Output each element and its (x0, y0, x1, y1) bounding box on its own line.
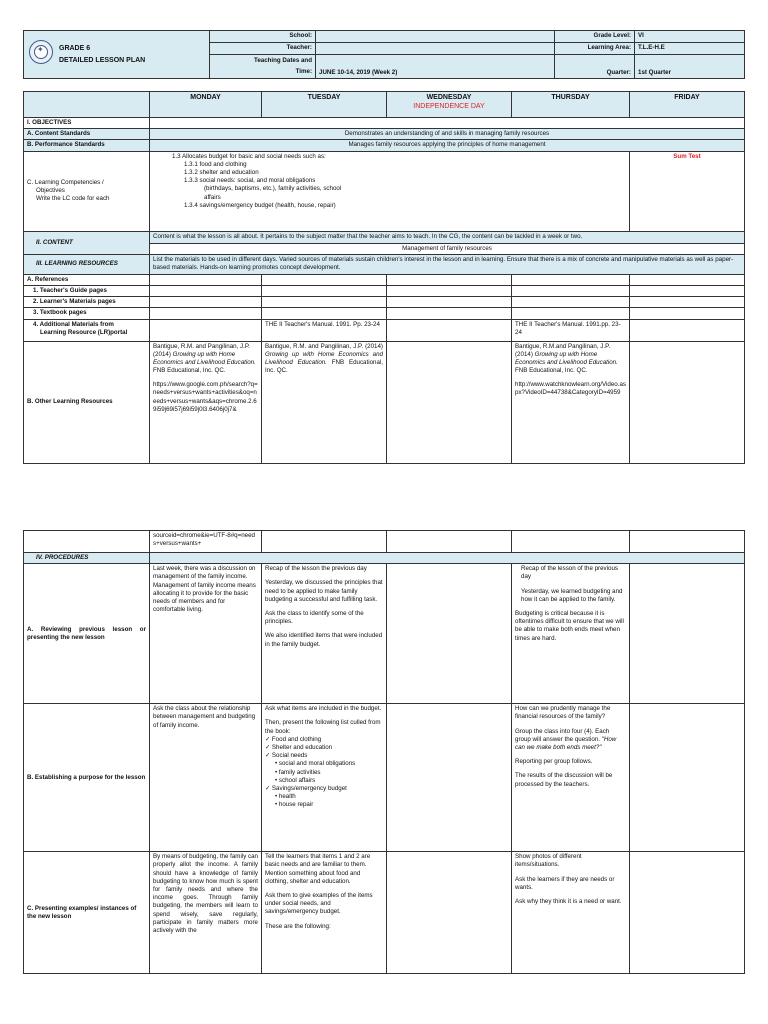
establishing-label: B. Establishing a purpose for the lesson (24, 704, 150, 852)
content-topic: Management of family resources (150, 243, 745, 254)
teacher-value (316, 43, 555, 55)
additional-tuesday: THE II Teacher's Manual. 1991. Pp. 23-24 (262, 319, 387, 341)
school-value (316, 31, 555, 43)
content-label: II. CONTENT (24, 231, 150, 254)
other-resources-monday: Bantigue, R.M. and Pangilinan, J.P. (2014) Growing up with Home Economics and Livelihood Education. FNB Educational, Inc. QC. https://www.google.com.ph/search?q=needs+versus+wants+activities&oq=needs+versus+wants&aqs=chrome.2.69i59j69i57j69i59j0l3.6406j0j7& (150, 341, 262, 463)
teacher-label: Teacher: (210, 43, 316, 55)
references-label: A. References (24, 274, 150, 285)
school-label: School: (210, 31, 316, 43)
sum-test-label: Sum Test (630, 151, 745, 231)
resources-label: III. LEARNING RESOURCES (24, 254, 150, 274)
day-friday: FRIDAY (630, 92, 745, 118)
resources-text: List the materials to be used in different days. Varied sources of materials sustain children's interest in the lesson and in learning. Ensure that there is a mix of concrete and manipulative materials as well as paper-based materials. Hands-on learning promotes concept development. (150, 254, 745, 274)
lm-pages-label: 2. Learner's Materials pages (24, 297, 150, 308)
establishing-tuesday: Ask what items are included in the budget. Then, present the following list culled from the book: ✓ Food and clothing ✓ Shelter and education ✓ Social needs • social and moral obligations • family activities • school affairs ✓ Savings/emergency budget • health • house repair (262, 704, 387, 852)
reviewing-label: A. Reviewing previous lesson or presenting the new lesson (24, 564, 150, 704)
quarter-value: 1st Quarter (635, 55, 745, 79)
day-thursday: THURSDAY (512, 92, 630, 118)
blank-header-cell (24, 92, 150, 118)
lesson-table-page-1 (23, 91, 745, 464)
day-monday: MONDAY (150, 92, 262, 118)
presenting-monday: By means of budgeting, the family can properly allot the income. A family should have a knowledge of family budgeting to know how much is spent for family needs and where the income goes. Through family budgeting, the members will learn to spend wisely, save regularly, participate in family matters more actively with the (150, 852, 262, 974)
watchknowlearn-link[interactable]: http://www.watchknowlearn.org/Video.aspx?VideoID=44738&CategoryID=4959 (515, 381, 626, 397)
other-resources-thursday: Bantigue, R.M.and Pangilinan, J.P. (2014) Growing up with Home Economics and Livelihood Education. FNB Educational, Inc. QC. http://www.watchknowlearn.org/Video.aspx?VideoID=44738&CategoryID=4959 (512, 341, 630, 463)
deped-seal-icon: ✦ (29, 40, 53, 64)
day-wednesday: WEDNESDAY INDEPENDENCE DAY (387, 92, 512, 118)
performance-standards-text: Manages family resources applying the principles of home management (150, 140, 745, 151)
grade-label: GRADE 6 (59, 45, 91, 53)
header-table (23, 30, 745, 79)
other-resources-label: B. Other Learning Resources (24, 341, 150, 463)
presenting-thursday: Show photos of different items/situations. Ask the learners if they are needs or wants. Ask why they think it is a need or want. (512, 852, 630, 974)
google-link-continued[interactable]: sourceid=chrome&ie=UTF-8#q=needs+versus+wants+ (150, 531, 262, 553)
plan-title: DETAILED LESSON PLAN (59, 56, 146, 64)
reviewing-thursday: Recap of the lesson of the previous day Yesterday, we learned budgeting and how it can be applied to the family. Budgeting is critical because it is oftentimes difficult to ensure that we will be able to make both ends meet when times are hard. (512, 564, 630, 704)
competencies-list: 1.3 Allocates budget for basic and social needs such as: 1.3.1 food and clothing 1.3.2 shelter and education 1.3.3 social needs: social, and moral obligations (birthdays, baptisms, etc.), family activities, school affairs 1.3.4 savings/emergency budget (health, house, repair) (150, 151, 630, 231)
grade-level-value: VI (635, 31, 745, 43)
tg-pages-label: 1. Teacher's Guide pages (24, 285, 150, 296)
learning-area-label: Learning Area: (555, 43, 635, 55)
presenting-tuesday: Tell the learners that items 1 and 2 are basic needs and are familiar to them. Mention something about food and clothing, shelter and education. Ask them to give examples of the items under social needs, and savings/emergency budget. These are the following: (262, 852, 387, 974)
header-title-cell (24, 31, 210, 79)
reviewing-tuesday: Recap of the lesson the previous day Yesterday, we discussed the principles that need to be applied to make family budgeting a successful and fulfilling task. Ask the class to identify some of the principles. We also identified items that were included in the family budget. (262, 564, 387, 704)
google-link[interactable]: https://www.google.com.ph/search?q=needs+versus+wants+activities&oq=needs+versus+wants&aqs=chrome.2.69i59j69i57j69i59j0l3.6406j0j7& (153, 381, 258, 413)
establishing-thursday: How can we prudently manage the financial resources of the family? Group the class into four (4). Each group will answer the question. "How can we make both ends meet?" Reporting per group follows. The results of the discussion will be processed by the teachers. (512, 704, 630, 852)
additional-thursday: THE II Teacher's Manual. 1991.pp. 23-24 (512, 319, 630, 341)
learning-area-value: T.L.E-H.E (635, 43, 745, 55)
grade-level-label: Grade Level: (555, 31, 635, 43)
additional-materials-label: 4. Additional Materials from Learning Resource (LR)portal (24, 319, 150, 341)
content-text: Content is what the lesson is all about. It pertains to the subject matter that the teacher aims to teach. In the CG, the content can be tackled in a week or two. (150, 231, 745, 243)
content-standards-text: Demonstrates an understanding of and skills in managing family resources (150, 129, 745, 140)
presenting-examples-label: C. Presenting examples/ instances of the new lesson (24, 852, 150, 974)
content-standards-label: A. Content Standards (24, 129, 150, 140)
holiday-label: INDEPENDENCE DAY (413, 103, 485, 111)
dates-label: Teaching Dates and Time: (210, 55, 316, 79)
procedures-label: IV. PROCEDURES (24, 553, 150, 564)
performance-standards-label: B. Performance Standards (24, 140, 150, 151)
textbook-pages-label: 3. Textbook pages (24, 308, 150, 319)
quarter-label: Quarter: (555, 55, 635, 79)
other-resources-tuesday: Bantigue, R.M. and Pangilinan, J.P. (2014) Growing up with Home Economics and Livelihood Education. FNB Educational, Inc. QC. (262, 341, 387, 463)
dates-value: JUNE 10-14, 2019 (Week 2) (316, 55, 555, 79)
reviewing-monday: Last week, there was a discussion on management of the family income. Management of family income means allocating it to provide for the basic needs of members and for comfortable living. (150, 564, 262, 704)
establishing-monday: Ask the class about the relationship between management and budgeting of family income. (150, 704, 262, 852)
competencies-label: C. Learning Competencies / Objectives Write the LC code for each (24, 151, 150, 231)
day-tuesday: TUESDAY (262, 92, 387, 118)
lesson-table-page-2 (23, 530, 745, 974)
objectives-label: I. OBJECTIVES (24, 118, 150, 129)
